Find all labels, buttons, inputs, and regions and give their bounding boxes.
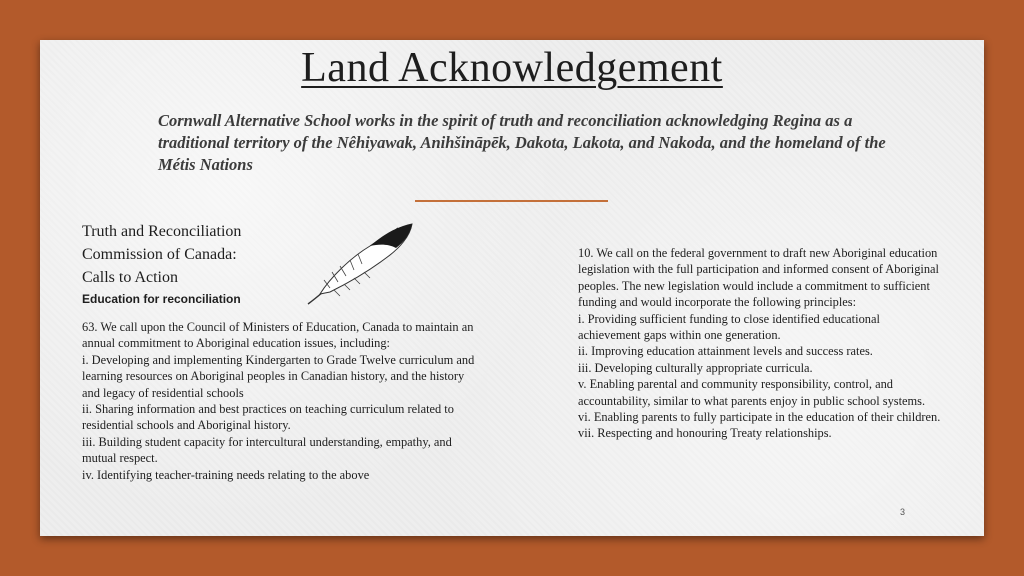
call-paragraph: 10. We call on the federal government to draft new Aboriginal education legislation with the full participation and informed consent of Aboriginal peoples. The new legislation would include a commitment to sufficient funding and would incorporate the following principles:	[578, 246, 939, 310]
call-paragraph: iv. Identifying teacher-training needs relating to the above	[82, 467, 370, 482]
slide-title: Land Acknowledgement	[301, 45, 723, 91]
calls-to-action-right-column	[578, 245, 944, 442]
call-paragraph: ii. Sharing information and best practices on teaching curriculum related to residential schools and Aboriginal history.	[82, 402, 454, 433]
trc-heading-line: Truth and Reconciliation	[82, 223, 242, 240]
acknowledgement-statement: Cornwall Alternative School works in the spirit of truth and reconciliation acknowledging Regina as a traditional territory of the Nêhiyawak, Anihšināpēk, Dakota, Lakota, and Nakoda, and the homeland of the Métis Nations	[158, 111, 886, 174]
trc-heading-line: Calls to Action	[82, 269, 178, 286]
call-paragraph: iii. Building student capacity for intercultural understanding, empathy, and mutual respect.	[82, 434, 452, 466]
call-paragraph: v. Enabling parental and community responsibility, control, and accountability, similar to what parents enjoy in public school systems.	[578, 377, 926, 408]
feather-icon	[300, 218, 420, 308]
trc-heading-line: Commission of Canada:	[82, 246, 237, 263]
call-paragraph: vi. Enabling parents to fully participate in the education of their children. vii. Respecting and honouring Treaty relationships.	[578, 410, 941, 441]
call-paragraph: iii. Developing culturally appropriate curricula.	[578, 360, 813, 375]
page-number: 3	[900, 507, 906, 517]
trc-heading	[82, 220, 312, 289]
calls-to-action-left-column	[82, 319, 477, 483]
divider-line	[415, 200, 608, 202]
call-paragraph: ii. Improving education attainment levels and success rates.	[578, 344, 873, 359]
slide	[40, 40, 984, 536]
call-paragraph: i. Providing sufficient funding to close identified educational achievement gaps within one generation.	[578, 311, 880, 343]
call-paragraph: i. Developing and implementing Kindergarten to Grade Twelve curriculum and learning resources on Aboriginal peoples in Canadian history, and the history and legacy of residential schools	[82, 352, 475, 400]
section-subheading: Education for reconciliation	[82, 292, 241, 306]
call-paragraph: 63. We call upon the Council of Ministers of Education, Canada to maintain an annual commitment to Aboriginal education issues, including:	[82, 320, 474, 351]
